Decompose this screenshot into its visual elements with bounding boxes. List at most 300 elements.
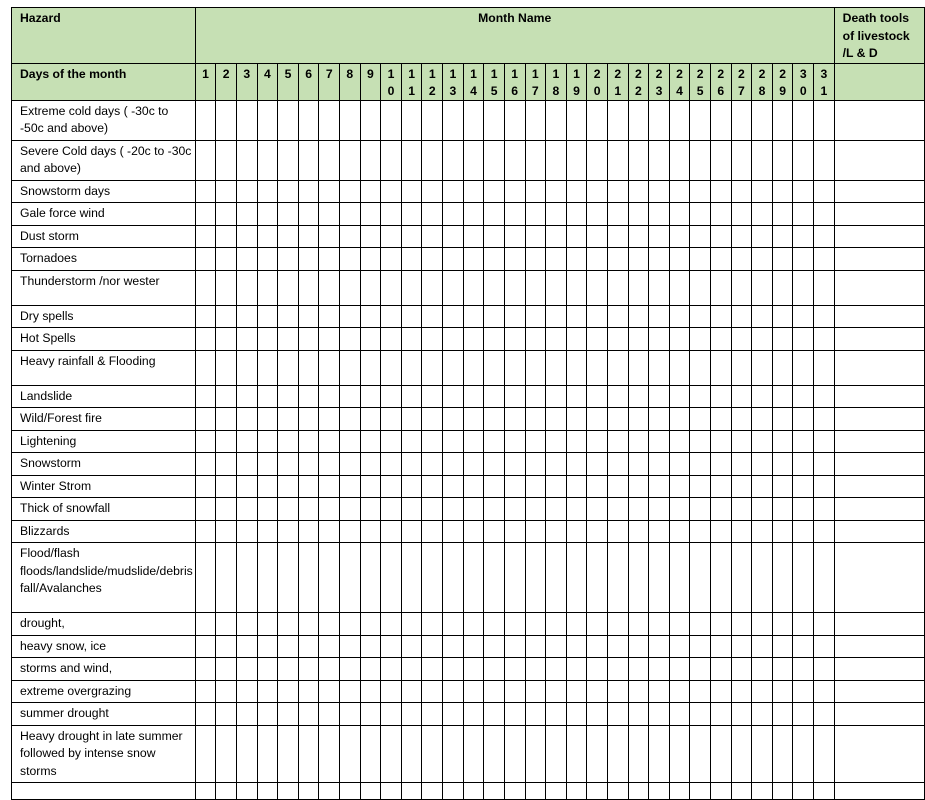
day-cell[interactable] xyxy=(257,680,278,703)
day-cell[interactable] xyxy=(587,783,608,800)
day-cell[interactable] xyxy=(649,225,670,248)
death-tools-cell[interactable] xyxy=(834,248,924,271)
day-cell[interactable] xyxy=(360,350,381,385)
day-cell[interactable] xyxy=(525,350,546,385)
day-cell[interactable] xyxy=(649,350,670,385)
day-cell[interactable] xyxy=(504,658,525,681)
day-cell[interactable] xyxy=(546,328,567,351)
day-cell[interactable] xyxy=(607,498,628,521)
day-cell[interactable] xyxy=(607,430,628,453)
day-cell[interactable] xyxy=(278,543,299,613)
day-cell[interactable] xyxy=(587,520,608,543)
day-cell[interactable] xyxy=(319,613,340,636)
day-cell[interactable] xyxy=(587,475,608,498)
day-cell[interactable] xyxy=(463,385,484,408)
day-cell[interactable] xyxy=(401,520,422,543)
day-cell[interactable] xyxy=(752,475,773,498)
day-cell[interactable] xyxy=(381,783,402,800)
day-cell[interactable] xyxy=(690,430,711,453)
day-cell[interactable] xyxy=(298,543,319,613)
death-tools-cell[interactable] xyxy=(834,328,924,351)
day-cell[interactable] xyxy=(360,613,381,636)
day-cell[interactable] xyxy=(566,248,587,271)
day-cell[interactable] xyxy=(752,543,773,613)
day-cell[interactable] xyxy=(546,725,567,783)
day-cell[interactable] xyxy=(463,543,484,613)
day-cell[interactable] xyxy=(525,385,546,408)
day-cell[interactable] xyxy=(752,783,773,800)
day-cell[interactable] xyxy=(546,520,567,543)
day-cell[interactable] xyxy=(298,498,319,521)
day-cell[interactable] xyxy=(587,350,608,385)
day-cell[interactable] xyxy=(607,658,628,681)
day-cell[interactable] xyxy=(752,270,773,305)
day-cell[interactable] xyxy=(607,725,628,783)
day-cell[interactable] xyxy=(340,305,361,328)
day-cell[interactable] xyxy=(236,635,257,658)
day-cell[interactable] xyxy=(360,385,381,408)
day-cell[interactable] xyxy=(566,305,587,328)
day-cell[interactable] xyxy=(257,350,278,385)
day-cell[interactable] xyxy=(195,520,216,543)
day-cell[interactable] xyxy=(319,270,340,305)
day-cell[interactable] xyxy=(401,140,422,180)
day-cell[interactable] xyxy=(731,453,752,476)
day-cell[interactable] xyxy=(607,613,628,636)
day-cell[interactable] xyxy=(628,100,649,140)
day-cell[interactable] xyxy=(463,613,484,636)
day-cell[interactable] xyxy=(443,203,464,226)
day-cell[interactable] xyxy=(360,635,381,658)
day-cell[interactable] xyxy=(525,140,546,180)
day-cell[interactable] xyxy=(587,613,608,636)
day-cell[interactable] xyxy=(401,203,422,226)
day-cell[interactable] xyxy=(443,248,464,271)
day-cell[interactable] xyxy=(710,100,731,140)
day-cell[interactable] xyxy=(710,203,731,226)
day-cell[interactable] xyxy=(195,725,216,783)
day-cell[interactable] xyxy=(669,180,690,203)
day-cell[interactable] xyxy=(731,225,752,248)
day-cell[interactable] xyxy=(463,658,484,681)
day-cell[interactable] xyxy=(422,248,443,271)
day-cell[interactable] xyxy=(381,453,402,476)
day-cell[interactable] xyxy=(401,680,422,703)
day-cell[interactable] xyxy=(772,635,793,658)
day-cell[interactable] xyxy=(463,475,484,498)
day-cell[interactable] xyxy=(546,783,567,800)
day-cell[interactable] xyxy=(607,520,628,543)
day-cell[interactable] xyxy=(731,783,752,800)
day-cell[interactable] xyxy=(298,225,319,248)
day-cell[interactable] xyxy=(587,328,608,351)
day-cell[interactable] xyxy=(340,680,361,703)
day-cell[interactable] xyxy=(319,203,340,226)
day-cell[interactable] xyxy=(257,635,278,658)
day-cell[interactable] xyxy=(278,783,299,800)
day-cell[interactable] xyxy=(793,783,814,800)
day-cell[interactable] xyxy=(504,408,525,431)
day-cell[interactable] xyxy=(566,180,587,203)
day-cell[interactable] xyxy=(340,248,361,271)
day-cell[interactable] xyxy=(669,408,690,431)
day-cell[interactable] xyxy=(814,783,835,800)
day-cell[interactable] xyxy=(443,783,464,800)
day-cell[interactable] xyxy=(772,100,793,140)
day-cell[interactable] xyxy=(525,453,546,476)
day-cell[interactable] xyxy=(278,613,299,636)
day-cell[interactable] xyxy=(422,498,443,521)
day-cell[interactable] xyxy=(587,453,608,476)
day-cell[interactable] xyxy=(319,543,340,613)
day-cell[interactable] xyxy=(752,203,773,226)
day-cell[interactable] xyxy=(525,725,546,783)
day-cell[interactable] xyxy=(669,350,690,385)
day-cell[interactable] xyxy=(628,430,649,453)
day-cell[interactable] xyxy=(504,783,525,800)
day-cell[interactable] xyxy=(525,475,546,498)
day-cell[interactable] xyxy=(422,453,443,476)
day-cell[interactable] xyxy=(236,328,257,351)
day-cell[interactable] xyxy=(236,725,257,783)
day-cell[interactable] xyxy=(814,498,835,521)
day-cell[interactable] xyxy=(710,385,731,408)
day-cell[interactable] xyxy=(278,385,299,408)
death-tools-cell[interactable] xyxy=(834,408,924,431)
day-cell[interactable] xyxy=(236,408,257,431)
day-cell[interactable] xyxy=(422,408,443,431)
day-cell[interactable] xyxy=(690,328,711,351)
day-cell[interactable] xyxy=(484,613,505,636)
day-cell[interactable] xyxy=(752,635,773,658)
day-cell[interactable] xyxy=(236,350,257,385)
day-cell[interactable] xyxy=(525,783,546,800)
day-cell[interactable] xyxy=(422,270,443,305)
day-cell[interactable] xyxy=(381,680,402,703)
day-cell[interactable] xyxy=(381,635,402,658)
day-cell[interactable] xyxy=(381,350,402,385)
day-cell[interactable] xyxy=(484,408,505,431)
day-cell[interactable] xyxy=(443,635,464,658)
day-cell[interactable] xyxy=(690,203,711,226)
death-tools-cell[interactable] xyxy=(834,543,924,613)
day-cell[interactable] xyxy=(422,680,443,703)
day-cell[interactable] xyxy=(525,180,546,203)
day-cell[interactable] xyxy=(257,430,278,453)
day-cell[interactable] xyxy=(504,680,525,703)
day-cell[interactable] xyxy=(216,270,237,305)
day-cell[interactable] xyxy=(360,725,381,783)
day-cell[interactable] xyxy=(504,203,525,226)
day-cell[interactable] xyxy=(628,680,649,703)
day-cell[interactable] xyxy=(690,498,711,521)
day-cell[interactable] xyxy=(463,520,484,543)
day-cell[interactable] xyxy=(422,783,443,800)
day-cell[interactable] xyxy=(607,305,628,328)
day-cell[interactable] xyxy=(566,328,587,351)
day-cell[interactable] xyxy=(752,613,773,636)
day-cell[interactable] xyxy=(278,475,299,498)
day-cell[interactable] xyxy=(463,680,484,703)
day-cell[interactable] xyxy=(814,520,835,543)
day-cell[interactable] xyxy=(690,543,711,613)
day-cell[interactable] xyxy=(195,543,216,613)
day-cell[interactable] xyxy=(752,350,773,385)
day-cell[interactable] xyxy=(546,475,567,498)
day-cell[interactable] xyxy=(731,680,752,703)
day-cell[interactable] xyxy=(401,453,422,476)
day-cell[interactable] xyxy=(484,305,505,328)
day-cell[interactable] xyxy=(195,328,216,351)
day-cell[interactable] xyxy=(587,658,608,681)
day-cell[interactable] xyxy=(504,328,525,351)
day-cell[interactable] xyxy=(690,248,711,271)
day-cell[interactable] xyxy=(607,248,628,271)
day-cell[interactable] xyxy=(484,475,505,498)
day-cell[interactable] xyxy=(216,350,237,385)
day-cell[interactable] xyxy=(793,613,814,636)
day-cell[interactable] xyxy=(793,203,814,226)
day-cell[interactable] xyxy=(546,385,567,408)
day-cell[interactable] xyxy=(793,305,814,328)
day-cell[interactable] xyxy=(814,475,835,498)
day-cell[interactable] xyxy=(484,385,505,408)
day-cell[interactable] xyxy=(814,305,835,328)
day-cell[interactable] xyxy=(278,328,299,351)
day-cell[interactable] xyxy=(546,430,567,453)
day-cell[interactable] xyxy=(298,680,319,703)
day-cell[interactable] xyxy=(752,658,773,681)
day-cell[interactable] xyxy=(772,305,793,328)
day-cell[interactable] xyxy=(504,635,525,658)
day-cell[interactable] xyxy=(566,140,587,180)
day-cell[interactable] xyxy=(463,100,484,140)
day-cell[interactable] xyxy=(195,350,216,385)
day-cell[interactable] xyxy=(257,180,278,203)
day-cell[interactable] xyxy=(690,658,711,681)
day-cell[interactable] xyxy=(443,498,464,521)
day-cell[interactable] xyxy=(504,475,525,498)
day-cell[interactable] xyxy=(772,203,793,226)
day-cell[interactable] xyxy=(607,475,628,498)
day-cell[interactable] xyxy=(772,385,793,408)
day-cell[interactable] xyxy=(278,453,299,476)
day-cell[interactable] xyxy=(401,543,422,613)
day-cell[interactable] xyxy=(690,408,711,431)
day-cell[interactable] xyxy=(278,248,299,271)
day-cell[interactable] xyxy=(360,498,381,521)
day-cell[interactable] xyxy=(607,328,628,351)
day-cell[interactable] xyxy=(401,725,422,783)
day-cell[interactable] xyxy=(257,225,278,248)
day-cell[interactable] xyxy=(443,100,464,140)
day-cell[interactable] xyxy=(607,635,628,658)
day-cell[interactable] xyxy=(278,635,299,658)
day-cell[interactable] xyxy=(772,498,793,521)
day-cell[interactable] xyxy=(607,783,628,800)
day-cell[interactable] xyxy=(484,180,505,203)
day-cell[interactable] xyxy=(463,635,484,658)
day-cell[interactable] xyxy=(401,498,422,521)
day-cell[interactable] xyxy=(195,180,216,203)
day-cell[interactable] xyxy=(360,783,381,800)
day-cell[interactable] xyxy=(566,475,587,498)
day-cell[interactable] xyxy=(793,430,814,453)
day-cell[interactable] xyxy=(195,658,216,681)
day-cell[interactable] xyxy=(360,203,381,226)
day-cell[interactable] xyxy=(298,248,319,271)
day-cell[interactable] xyxy=(546,613,567,636)
day-cell[interactable] xyxy=(649,430,670,453)
day-cell[interactable] xyxy=(278,725,299,783)
day-cell[interactable] xyxy=(340,635,361,658)
day-cell[interactable] xyxy=(278,520,299,543)
day-cell[interactable] xyxy=(463,225,484,248)
day-cell[interactable] xyxy=(566,203,587,226)
day-cell[interactable] xyxy=(731,203,752,226)
day-cell[interactable] xyxy=(195,430,216,453)
day-cell[interactable] xyxy=(628,658,649,681)
day-cell[interactable] xyxy=(278,408,299,431)
day-cell[interactable] xyxy=(546,658,567,681)
day-cell[interactable] xyxy=(772,225,793,248)
day-cell[interactable] xyxy=(607,453,628,476)
day-cell[interactable] xyxy=(360,100,381,140)
day-cell[interactable] xyxy=(731,248,752,271)
day-cell[interactable] xyxy=(360,248,381,271)
day-cell[interactable] xyxy=(587,408,608,431)
day-cell[interactable] xyxy=(401,635,422,658)
day-cell[interactable] xyxy=(710,453,731,476)
day-cell[interactable] xyxy=(216,520,237,543)
death-tools-cell[interactable] xyxy=(834,498,924,521)
day-cell[interactable] xyxy=(463,725,484,783)
day-cell[interactable] xyxy=(340,783,361,800)
day-cell[interactable] xyxy=(360,430,381,453)
day-cell[interactable] xyxy=(319,305,340,328)
day-cell[interactable] xyxy=(587,248,608,271)
day-cell[interactable] xyxy=(669,248,690,271)
day-cell[interactable] xyxy=(669,680,690,703)
day-cell[interactable] xyxy=(772,520,793,543)
death-tools-cell[interactable] xyxy=(834,203,924,226)
day-cell[interactable] xyxy=(690,270,711,305)
day-cell[interactable] xyxy=(381,613,402,636)
day-cell[interactable] xyxy=(257,783,278,800)
day-cell[interactable] xyxy=(628,305,649,328)
day-cell[interactable] xyxy=(710,225,731,248)
day-cell[interactable] xyxy=(484,725,505,783)
day-cell[interactable] xyxy=(319,635,340,658)
day-cell[interactable] xyxy=(504,385,525,408)
day-cell[interactable] xyxy=(298,270,319,305)
day-cell[interactable] xyxy=(525,248,546,271)
day-cell[interactable] xyxy=(690,385,711,408)
day-cell[interactable] xyxy=(649,783,670,800)
day-cell[interactable] xyxy=(587,543,608,613)
day-cell[interactable] xyxy=(195,453,216,476)
day-cell[interactable] xyxy=(298,100,319,140)
day-cell[interactable] xyxy=(484,635,505,658)
day-cell[interactable] xyxy=(298,475,319,498)
day-cell[interactable] xyxy=(690,680,711,703)
day-cell[interactable] xyxy=(566,430,587,453)
day-cell[interactable] xyxy=(690,635,711,658)
day-cell[interactable] xyxy=(814,225,835,248)
day-cell[interactable] xyxy=(752,328,773,351)
day-cell[interactable] xyxy=(628,635,649,658)
day-cell[interactable] xyxy=(443,180,464,203)
death-tools-cell[interactable] xyxy=(834,350,924,385)
day-cell[interactable] xyxy=(607,225,628,248)
day-cell[interactable] xyxy=(607,385,628,408)
day-cell[interactable] xyxy=(814,100,835,140)
day-cell[interactable] xyxy=(504,270,525,305)
day-cell[interactable] xyxy=(504,180,525,203)
day-cell[interactable] xyxy=(690,520,711,543)
day-cell[interactable] xyxy=(257,270,278,305)
day-cell[interactable] xyxy=(463,328,484,351)
day-cell[interactable] xyxy=(463,270,484,305)
day-cell[interactable] xyxy=(257,658,278,681)
day-cell[interactable] xyxy=(628,725,649,783)
day-cell[interactable] xyxy=(298,725,319,783)
day-cell[interactable] xyxy=(340,270,361,305)
day-cell[interactable] xyxy=(401,248,422,271)
day-cell[interactable] xyxy=(649,498,670,521)
day-cell[interactable] xyxy=(257,203,278,226)
day-cell[interactable] xyxy=(525,408,546,431)
day-cell[interactable] xyxy=(793,140,814,180)
day-cell[interactable] xyxy=(587,498,608,521)
day-cell[interactable] xyxy=(443,328,464,351)
day-cell[interactable] xyxy=(340,613,361,636)
death-tools-cell[interactable] xyxy=(834,385,924,408)
day-cell[interactable] xyxy=(236,248,257,271)
day-cell[interactable] xyxy=(278,305,299,328)
day-cell[interactable] xyxy=(546,498,567,521)
day-cell[interactable] xyxy=(752,408,773,431)
day-cell[interactable] xyxy=(752,430,773,453)
day-cell[interactable] xyxy=(731,408,752,431)
day-cell[interactable] xyxy=(546,350,567,385)
day-cell[interactable] xyxy=(443,270,464,305)
day-cell[interactable] xyxy=(772,783,793,800)
day-cell[interactable] xyxy=(360,408,381,431)
day-cell[interactable] xyxy=(319,658,340,681)
death-tools-cell[interactable] xyxy=(834,680,924,703)
day-cell[interactable] xyxy=(546,270,567,305)
day-cell[interactable] xyxy=(195,680,216,703)
day-cell[interactable] xyxy=(257,305,278,328)
day-cell[interactable] xyxy=(195,613,216,636)
day-cell[interactable] xyxy=(607,180,628,203)
day-cell[interactable] xyxy=(216,100,237,140)
day-cell[interactable] xyxy=(814,180,835,203)
day-cell[interactable] xyxy=(340,543,361,613)
day-cell[interactable] xyxy=(525,543,546,613)
day-cell[interactable] xyxy=(710,408,731,431)
day-cell[interactable] xyxy=(525,613,546,636)
day-cell[interactable] xyxy=(525,100,546,140)
day-cell[interactable] xyxy=(401,328,422,351)
day-cell[interactable] xyxy=(340,453,361,476)
day-cell[interactable] xyxy=(484,225,505,248)
day-cell[interactable] xyxy=(360,658,381,681)
day-cell[interactable] xyxy=(546,453,567,476)
day-cell[interactable] xyxy=(814,430,835,453)
day-cell[interactable] xyxy=(257,725,278,783)
